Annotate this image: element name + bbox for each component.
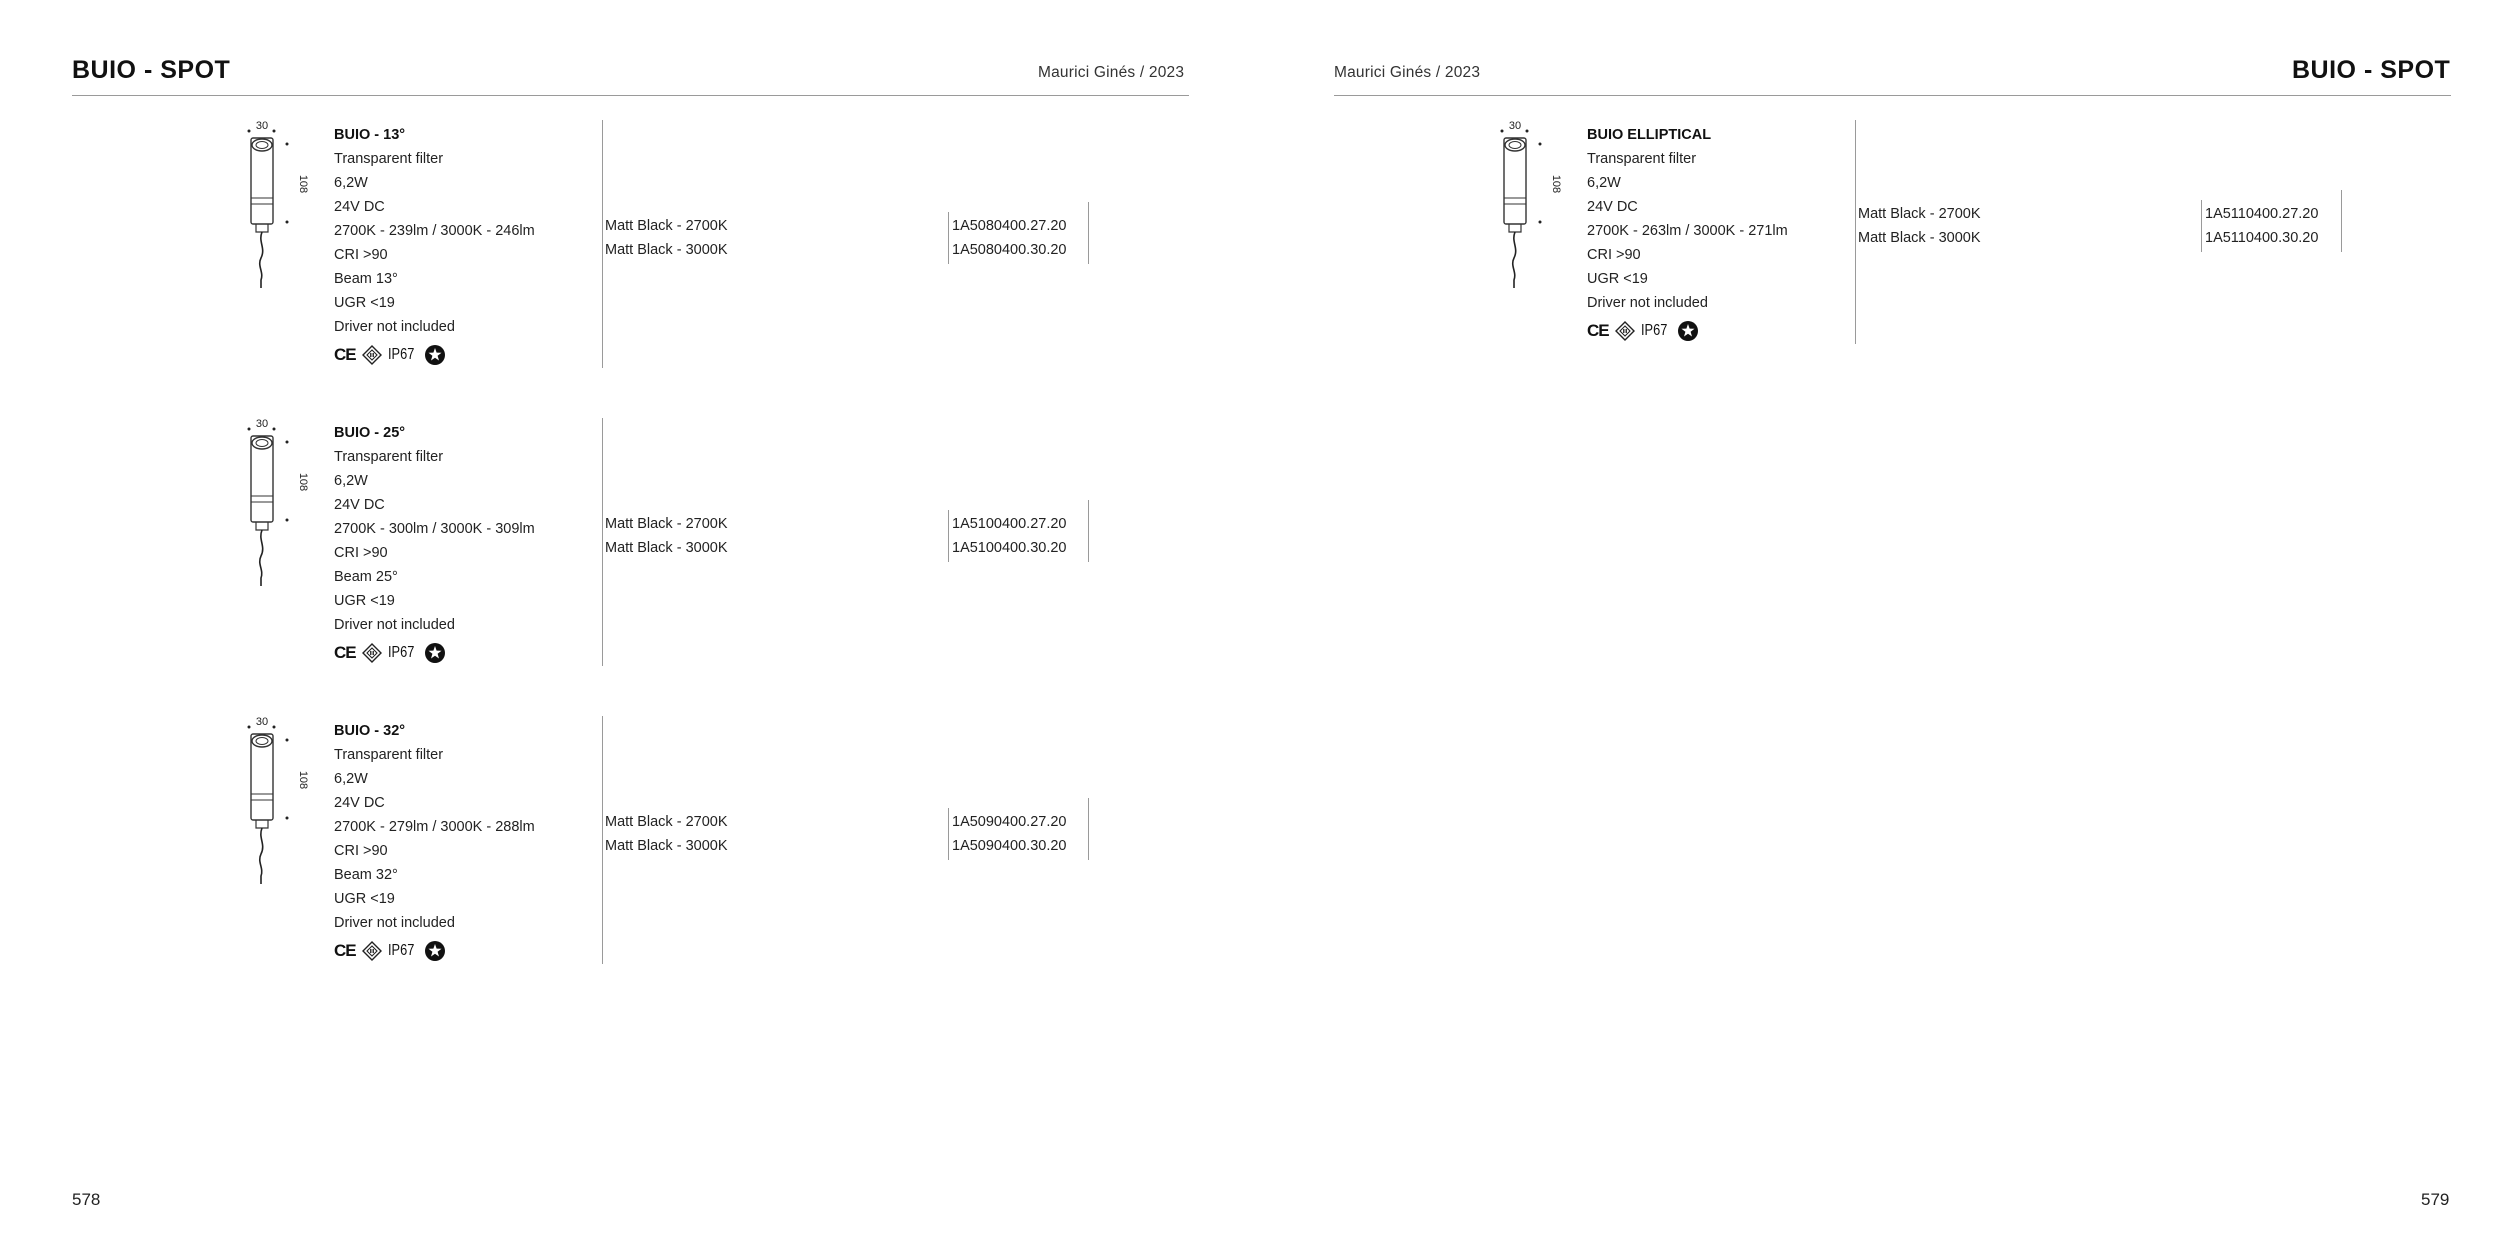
variant-code: 1A5110400.27.20 xyxy=(2205,206,2319,222)
fixture-drawing-wrap xyxy=(160,716,309,891)
ip67-icon: IP67 xyxy=(387,942,414,959)
spec-line: 6,2W xyxy=(334,473,368,489)
variant-code: 1A5090400.27.20 xyxy=(952,814,1067,830)
certification-icons xyxy=(334,343,604,367)
spec-divider xyxy=(1855,120,1856,344)
dimension-dot xyxy=(248,428,251,431)
author-left: Maurici Ginés / 2023 xyxy=(1038,64,1185,81)
certification-icons xyxy=(334,641,604,665)
spec-line: 6,2W xyxy=(1587,175,1621,191)
fixture-drawing-wrap xyxy=(160,418,309,593)
dimension-width-label: 30 xyxy=(1508,120,1522,132)
spec-line: 2700K - 263lm / 3000K - 271lm xyxy=(1587,223,1788,239)
spec-line: CRI >90 xyxy=(334,843,388,859)
table-end-divider xyxy=(1088,798,1089,860)
spec-line: 24V DC xyxy=(334,795,385,811)
spec-line: 24V DC xyxy=(1587,199,1638,215)
spec-line: Driver not included xyxy=(334,617,455,633)
fixture-lens-inner xyxy=(256,142,268,149)
variant-code: 1A5080400.27.20 xyxy=(952,218,1067,234)
class-iii-icon xyxy=(362,643,382,663)
fixture-drawing-wrap xyxy=(1413,120,1562,295)
header-divider-right xyxy=(1334,95,2451,96)
spec-line: 6,2W xyxy=(334,175,368,191)
spec-divider xyxy=(602,418,603,666)
spec-line: 2700K - 279lm / 3000K - 288lm xyxy=(334,819,535,835)
dimension-dot xyxy=(248,726,251,729)
spec-line: Beam 32° xyxy=(334,867,398,883)
spec-line: Driver not included xyxy=(334,915,455,931)
dimension-dot xyxy=(286,739,289,742)
fixture-lens xyxy=(252,735,272,747)
dimension-height-label: 108 xyxy=(297,472,309,492)
fixture-base xyxy=(256,224,268,232)
spec-line: 24V DC xyxy=(334,199,385,215)
fixture-drawing xyxy=(1413,120,1562,295)
spec-line: Transparent filter xyxy=(334,151,444,167)
product-name: BUIO - 13° xyxy=(334,127,406,143)
spec-divider xyxy=(602,716,603,964)
spec-line: Beam 13° xyxy=(334,271,398,287)
fixture-lens xyxy=(252,437,272,449)
dimension-width-label: 30 xyxy=(255,716,269,728)
fixture-base xyxy=(256,522,268,530)
variant-finish: Matt Black - 3000K xyxy=(1858,230,1981,246)
ip67-icon: IP67 xyxy=(387,346,414,363)
spec-line: 6,2W xyxy=(334,771,368,787)
dimension-width-label: 30 xyxy=(255,120,269,132)
ce-mark-icon: CE xyxy=(334,345,356,364)
fixture-cable xyxy=(260,828,263,884)
spec-line: 2700K - 300lm / 3000K - 309lm xyxy=(334,521,535,537)
ip67-icon: IP67 xyxy=(387,644,414,661)
variant-code: 1A5090400.30.20 xyxy=(952,838,1067,854)
page-title-right: BUIO - SPOT xyxy=(2292,56,2451,84)
product-specs xyxy=(334,123,604,367)
page-number-right: 579 xyxy=(2421,1190,2450,1209)
product-block xyxy=(1413,120,2453,370)
dimension-dot xyxy=(286,221,289,224)
product-specs xyxy=(334,719,604,963)
recessed-install-icon xyxy=(424,642,446,664)
recessed-install-icon xyxy=(424,344,446,366)
spec-line: Beam 25° xyxy=(334,569,398,585)
fixture-drawing xyxy=(160,716,309,891)
variant-finish: Matt Black - 2700K xyxy=(1858,206,1981,222)
dimension-dot xyxy=(286,143,289,146)
dimension-height-label: 108 xyxy=(1550,174,1562,194)
class-iii-icon xyxy=(362,345,382,365)
fixture-base xyxy=(1509,224,1521,232)
product-block xyxy=(160,418,1200,668)
variant-code: 1A5110400.30.20 xyxy=(2205,230,2319,246)
dimension-dot xyxy=(1539,221,1542,224)
dimension-width-label: 30 xyxy=(255,418,269,430)
fixture-cable xyxy=(1513,232,1516,288)
dimension-dot xyxy=(273,726,276,729)
dimension-dot xyxy=(273,428,276,431)
certification-icons xyxy=(1587,319,1857,343)
dimension-dot xyxy=(248,130,251,133)
fixture-lens xyxy=(1505,139,1525,151)
product-specs xyxy=(334,421,604,665)
product-name: BUIO ELLIPTICAL xyxy=(1587,127,1712,143)
spec-line: Driver not included xyxy=(334,319,455,335)
recessed-install-icon xyxy=(1677,320,1699,342)
fixture-lens-inner xyxy=(1509,142,1521,149)
fixture-lens-inner xyxy=(256,738,268,745)
fixture-cable xyxy=(260,232,263,288)
product-block xyxy=(160,716,1200,966)
dimension-dot xyxy=(1501,130,1504,133)
ce-mark-icon: CE xyxy=(1587,321,1609,340)
dimension-height-label: 108 xyxy=(297,770,309,790)
fixture-drawing xyxy=(160,120,309,295)
class-iii-icon xyxy=(362,941,382,961)
fixture-base xyxy=(256,820,268,828)
spec-line: Driver not included xyxy=(1587,295,1708,311)
variant-finish: Matt Black - 2700K xyxy=(605,218,728,234)
page-title-left: BUIO - SPOT xyxy=(72,56,231,84)
table-end-divider xyxy=(1088,202,1089,264)
spec-line: Transparent filter xyxy=(1587,151,1697,167)
fixture-lens-inner xyxy=(256,440,268,447)
spec-line: UGR <19 xyxy=(334,593,395,609)
product-block xyxy=(160,120,1200,370)
fixture-drawing xyxy=(160,418,309,593)
spec-line: CRI >90 xyxy=(334,545,388,561)
ce-mark-icon: CE xyxy=(334,643,356,662)
spec-line: UGR <19 xyxy=(334,891,395,907)
dimension-dot xyxy=(286,817,289,820)
spec-line: 2700K - 239lm / 3000K - 246lm xyxy=(334,223,535,239)
fixture-lens xyxy=(252,139,272,151)
spec-divider xyxy=(602,120,603,368)
product-name: BUIO - 25° xyxy=(334,425,406,441)
dimension-dot xyxy=(1526,130,1529,133)
spec-line: Transparent filter xyxy=(334,449,444,465)
product-specs xyxy=(1587,123,1857,343)
spec-line: 24V DC xyxy=(334,497,385,513)
page-number-left: 578 xyxy=(72,1190,101,1209)
dimension-dot xyxy=(1539,143,1542,146)
variant-code: 1A5100400.30.20 xyxy=(952,540,1067,556)
spec-line: Transparent filter xyxy=(334,747,444,763)
spec-line: CRI >90 xyxy=(334,247,388,263)
dimension-height-label: 108 xyxy=(297,174,309,194)
product-name: BUIO - 32° xyxy=(334,723,406,739)
author-right: Maurici Ginés / 2023 xyxy=(1334,64,1481,81)
table-end-divider xyxy=(1088,500,1089,562)
variant-code: 1A5080400.30.20 xyxy=(952,242,1067,258)
dimension-dot xyxy=(273,130,276,133)
recessed-install-icon xyxy=(424,940,446,962)
table-end-divider xyxy=(2341,190,2342,252)
header-divider-left xyxy=(72,95,1189,96)
fixture-drawing-wrap xyxy=(160,120,309,295)
spec-line: UGR <19 xyxy=(1587,271,1648,287)
spec-line: CRI >90 xyxy=(1587,247,1641,263)
variant-finish: Matt Black - 2700K xyxy=(605,516,728,532)
variant-finish: Matt Black - 3000K xyxy=(605,838,728,854)
certification-icons xyxy=(334,939,604,963)
fixture-cable xyxy=(260,530,263,586)
dimension-dot xyxy=(286,441,289,444)
variant-finish: Matt Black - 3000K xyxy=(605,242,728,258)
spec-line: UGR <19 xyxy=(334,295,395,311)
ip67-icon: IP67 xyxy=(1640,322,1667,339)
variant-code: 1A5100400.27.20 xyxy=(952,516,1067,532)
class-iii-icon xyxy=(1615,321,1635,341)
dimension-dot xyxy=(286,519,289,522)
ce-mark-icon: CE xyxy=(334,941,356,960)
variant-finish: Matt Black - 2700K xyxy=(605,814,728,830)
variant-finish: Matt Black - 3000K xyxy=(605,540,728,556)
